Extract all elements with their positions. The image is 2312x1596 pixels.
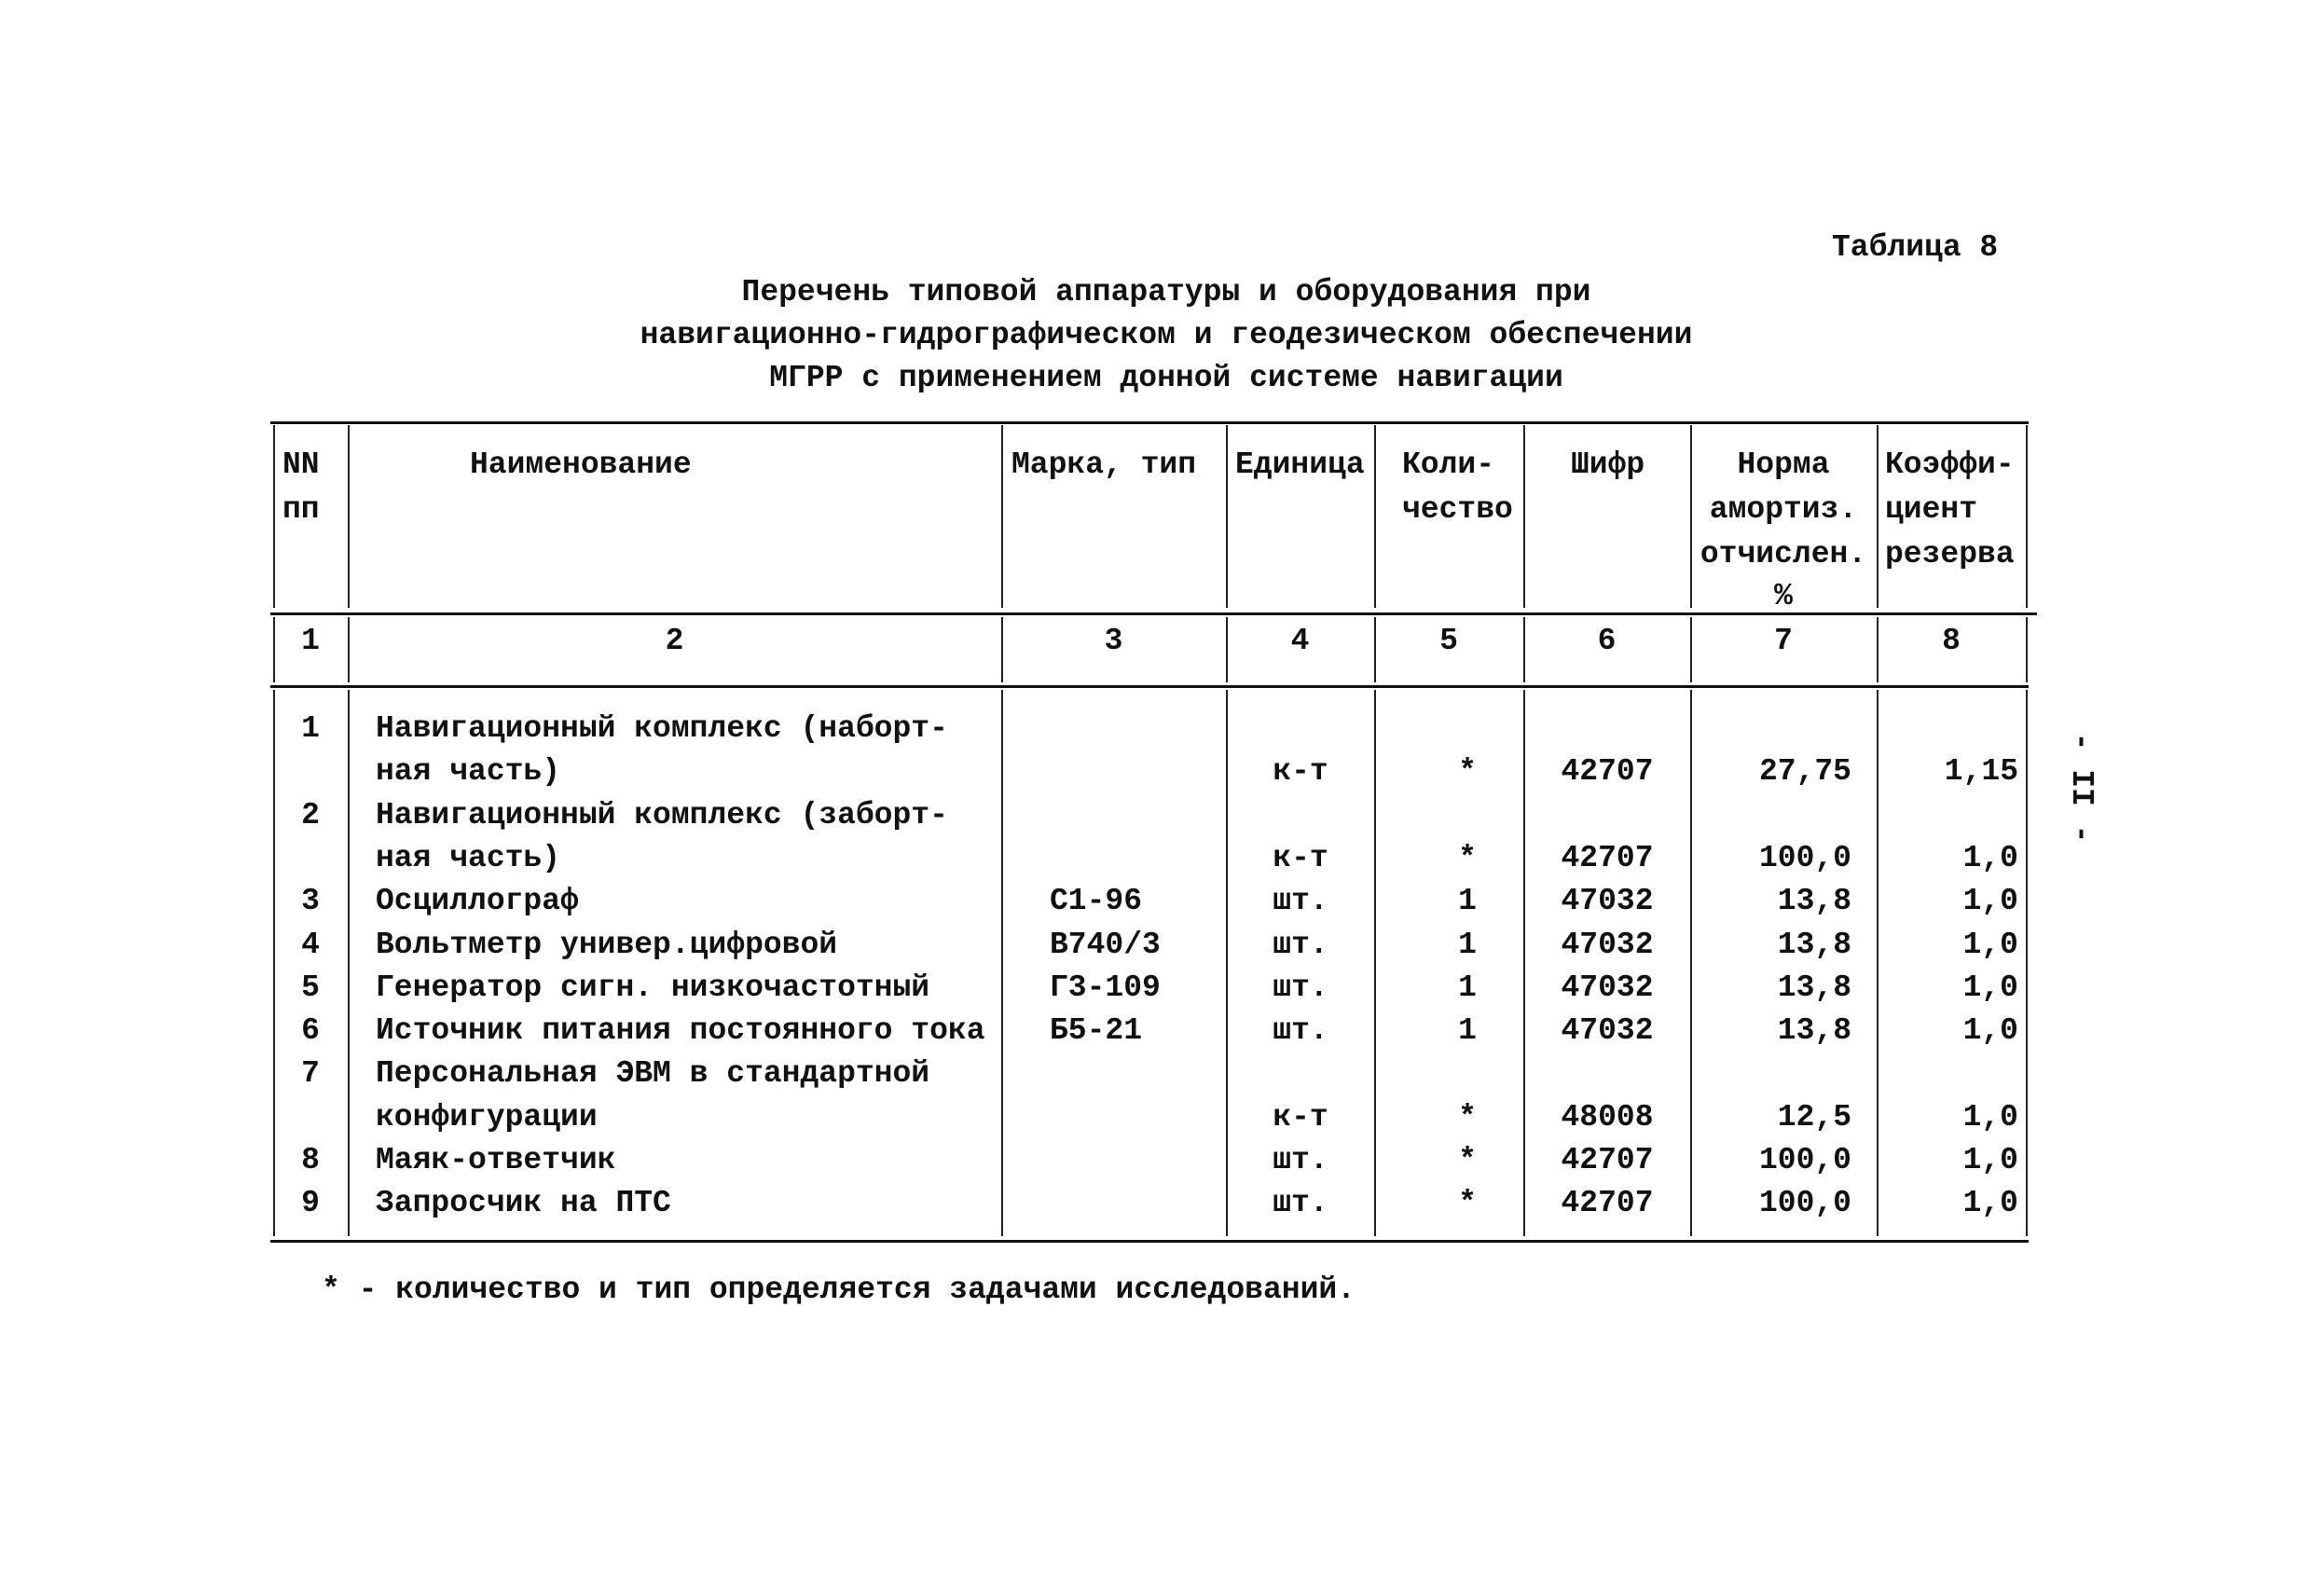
column-divider xyxy=(348,617,350,682)
row-depreciation-norm: 13,8 xyxy=(1777,1013,1851,1049)
header-col6: Шифр xyxy=(1571,447,1645,482)
row-name: Навигационный комплекс (наборт- xyxy=(376,711,948,746)
row-depreciation-norm: 100,0 xyxy=(1758,1186,1851,1221)
row-unit: шт. xyxy=(1273,1143,1328,1177)
row-name: Запросчик на ПТС xyxy=(376,1186,671,1221)
row-name: Осциллограф xyxy=(376,884,579,919)
column-number: 7 xyxy=(1774,624,1793,658)
row-reserve-coefficient: 1,15 xyxy=(1944,754,2018,790)
page-number: - II - xyxy=(2064,732,2099,844)
header-col1: NN xyxy=(282,447,320,482)
row-number: 7 xyxy=(301,1056,320,1092)
row-code: 42707 xyxy=(1561,1186,1654,1221)
column-number: 1 xyxy=(301,624,320,658)
table-title-line: МГРР с применением донной системе навигации xyxy=(769,361,1563,395)
header-col7: отчислен. xyxy=(1700,537,1867,571)
row-quantity: 1 xyxy=(1458,970,1477,1005)
row-unit: к-т xyxy=(1273,840,1328,875)
row-reserve-coefficient: 1,0 xyxy=(1962,927,2018,962)
row-number: 3 xyxy=(301,884,320,919)
row-code: 47032 xyxy=(1561,1013,1654,1049)
table-title-line: Перечень типовой аппаратуры и оборудования при xyxy=(741,275,1591,310)
row-unit: шт. xyxy=(1273,1186,1328,1221)
row-code: 42707 xyxy=(1561,1143,1654,1177)
header-col8: резерва xyxy=(1885,537,2015,571)
header-col8: Коэффи- xyxy=(1885,447,2015,482)
row-reserve-coefficient: 1,0 xyxy=(1962,1013,2018,1049)
row-reserve-coefficient: 1,0 xyxy=(1962,970,2018,1005)
row-name: Маяк-ответчик xyxy=(376,1143,616,1177)
column-divider xyxy=(348,425,350,608)
row-mark: С1-96 xyxy=(1050,884,1143,919)
column-divider xyxy=(1001,690,1003,1236)
column-number: 2 xyxy=(665,624,684,658)
row-quantity: 1 xyxy=(1458,884,1477,919)
table-title-line: навигационно-гидрографическом и геодезическом обеспечении xyxy=(640,318,1693,352)
row-name: конфигурации xyxy=(376,1099,598,1135)
header-col2: Наименование xyxy=(470,447,692,482)
row-quantity: * xyxy=(1458,840,1477,875)
row-name: Вольтметр универ.цифровой xyxy=(376,927,838,962)
header-col7: % xyxy=(1774,579,1793,613)
column-divider xyxy=(1374,617,1376,682)
column-divider xyxy=(1690,690,1692,1236)
row-unit: шт. xyxy=(1273,1013,1328,1049)
row-unit: к-т xyxy=(1273,1099,1328,1135)
row-code: 48008 xyxy=(1561,1099,1654,1135)
column-divider xyxy=(2026,690,2028,1236)
row-reserve-coefficient: 1,0 xyxy=(1962,840,2018,875)
row-number: 9 xyxy=(301,1186,320,1221)
row-code: 47032 xyxy=(1561,970,1654,1005)
row-depreciation-norm: 13,8 xyxy=(1777,970,1851,1005)
footnote: * - количество и тип определяется задачами исследований. xyxy=(322,1273,1356,1307)
row-quantity: * xyxy=(1458,1186,1477,1221)
row-reserve-coefficient: 1,0 xyxy=(1962,1143,2018,1177)
column-divider xyxy=(1877,690,1878,1236)
row-number: 1 xyxy=(301,711,320,746)
row-number: 2 xyxy=(301,797,320,832)
column-divider xyxy=(273,425,275,608)
row-reserve-coefficient: 1,0 xyxy=(1962,884,2018,919)
row-quantity: * xyxy=(1458,1143,1477,1177)
column-divider xyxy=(273,690,275,1236)
row-depreciation-norm: 100,0 xyxy=(1758,1143,1851,1177)
row-reserve-coefficient: 1,0 xyxy=(1962,1186,2018,1221)
column-divider xyxy=(1374,425,1376,608)
row-depreciation-norm: 12,5 xyxy=(1777,1099,1851,1135)
column-divider xyxy=(1523,617,1525,682)
row-name: ная часть) xyxy=(376,840,561,875)
column-divider xyxy=(348,690,350,1236)
column-divider xyxy=(1690,425,1692,608)
row-quantity: * xyxy=(1458,1099,1477,1135)
column-number: 8 xyxy=(1942,624,1961,658)
row-code: 42707 xyxy=(1561,754,1654,790)
row-number: 6 xyxy=(301,1013,320,1049)
row-unit: шт. xyxy=(1273,927,1328,962)
row-mark: Г3-109 xyxy=(1050,970,1161,1005)
numbers-bottom-border xyxy=(270,685,2029,688)
header-col7: амортиз. xyxy=(1709,492,1858,527)
row-number: 5 xyxy=(301,970,320,1005)
header-col8: циент xyxy=(1885,492,1978,527)
column-divider xyxy=(1523,690,1525,1236)
row-code: 47032 xyxy=(1561,884,1654,919)
row-code: 47032 xyxy=(1561,927,1654,962)
row-name: Источник питания постоянного тока xyxy=(376,1013,985,1049)
table-bottom-border xyxy=(270,1240,2029,1243)
column-divider xyxy=(1877,617,1878,682)
row-depreciation-norm: 13,8 xyxy=(1777,884,1851,919)
column-divider xyxy=(2026,425,2028,608)
column-divider xyxy=(1001,425,1003,608)
row-name: Персональная ЭВМ в стандартной xyxy=(376,1056,930,1092)
row-depreciation-norm: 27,75 xyxy=(1758,754,1851,790)
column-number: 5 xyxy=(1439,624,1458,658)
column-divider xyxy=(1226,690,1228,1236)
header-bottom-border xyxy=(270,612,2037,615)
row-quantity: 1 xyxy=(1458,927,1477,962)
column-divider xyxy=(1226,617,1228,682)
header-col5: Коли- xyxy=(1402,447,1495,482)
row-reserve-coefficient: 1,0 xyxy=(1962,1099,2018,1135)
row-name: ная часть) xyxy=(376,754,561,790)
column-number: 4 xyxy=(1290,624,1310,658)
header-col7: Норма xyxy=(1737,447,1830,482)
row-unit: шт. xyxy=(1273,884,1328,919)
column-divider xyxy=(1523,425,1525,608)
row-unit: к-т xyxy=(1273,754,1328,790)
row-name: Навигационный комплекс (заборт- xyxy=(376,797,948,832)
column-divider xyxy=(2026,617,2028,682)
header-col3: Марка, тип xyxy=(1012,447,1197,482)
row-mark: Б5-21 xyxy=(1050,1013,1143,1049)
column-divider xyxy=(1001,617,1003,682)
column-divider xyxy=(1226,425,1228,608)
header-col4: Единица xyxy=(1235,447,1365,482)
header-col5: чество xyxy=(1402,492,1513,527)
row-number: 4 xyxy=(301,927,320,962)
row-mark: В740/3 xyxy=(1050,927,1161,962)
header-col1: пп xyxy=(282,492,320,527)
column-divider xyxy=(273,617,275,682)
column-divider xyxy=(1374,690,1376,1236)
row-quantity: 1 xyxy=(1458,1013,1477,1049)
row-code: 42707 xyxy=(1561,840,1654,875)
column-divider xyxy=(1877,425,1878,608)
column-number: 3 xyxy=(1104,624,1123,658)
table-top-border xyxy=(270,421,2029,424)
row-depreciation-norm: 13,8 xyxy=(1777,927,1851,962)
row-unit: шт. xyxy=(1273,970,1328,1005)
row-quantity: * xyxy=(1458,754,1477,790)
column-number: 6 xyxy=(1597,624,1617,658)
row-number: 8 xyxy=(301,1143,320,1177)
column-divider xyxy=(1690,617,1692,682)
row-name: Генератор сигн. низкочастотный xyxy=(376,970,930,1005)
table-label: Таблица 8 xyxy=(1832,230,1999,265)
row-depreciation-norm: 100,0 xyxy=(1758,840,1851,875)
